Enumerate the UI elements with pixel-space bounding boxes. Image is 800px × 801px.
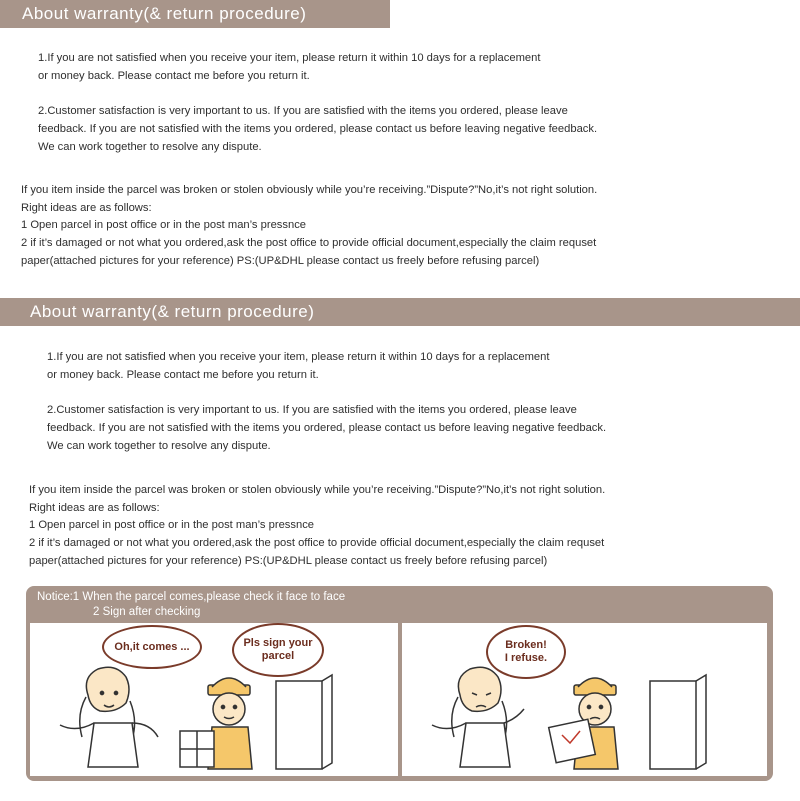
dispute-line-4: 2 if it’s damaged or not what you ordered,ask the post office to provide official document,especially the claim requset xyxy=(21,237,597,249)
dispute-line-1: If you item inside the parcel was broken or stolen obviously while you’re receiving.”Dispute?”No,it’s not right solution. xyxy=(21,184,598,196)
door-icon xyxy=(276,675,332,769)
return-point-1-line-1: 1.If you are not satisfied when you receive your item, please return it within 10 days for a replacement xyxy=(47,351,550,363)
section-title: About warranty(& return procedure) xyxy=(30,302,315,321)
woman-figure xyxy=(432,667,524,767)
return-point-2-line-1: 2.Customer satisfaction is very important to us. If you are satisfied with the items you ordered, please leave xyxy=(38,105,568,117)
return-point-1-line-2: or money back. Please contact me before you return it. xyxy=(38,70,310,82)
return-point-1-line-2: or money back. Please contact me before you return it. xyxy=(47,369,319,381)
dispute-line-2: Right ideas are as follows: xyxy=(29,502,160,514)
illustration-panel-right xyxy=(402,623,767,776)
refuse-scene-illustration xyxy=(402,623,767,776)
section-title: About warranty(& return procedure) xyxy=(22,4,307,23)
return-point-2-line-3: We can work together to resolve any dispute. xyxy=(47,440,271,452)
dispute-line-5: paper(attached pictures for your reference) PS:(UP&DHL please contact us freely before refusing parcel) xyxy=(21,255,540,267)
return-point-1-line-1: 1.If you are not satisfied when you receive your item, please return it within 10 days for a replacement xyxy=(38,52,541,64)
notice-line-2: 2 Sign after checking xyxy=(93,606,201,618)
woman-figure xyxy=(60,667,158,767)
section-title-banner xyxy=(0,298,800,326)
courier-speech-text-2: parcel xyxy=(261,650,295,662)
notice-line-1: Notice:1 When the parcel comes,please check it face to face xyxy=(37,591,346,603)
dispute-line-3: 1 Open parcel in post office or in the post man’s pressnce xyxy=(21,219,307,231)
warranty-section-2 xyxy=(0,298,800,578)
courier-speech-bubble xyxy=(232,623,324,677)
warranty-section-1 xyxy=(0,0,800,290)
courier-figure xyxy=(549,678,618,769)
refuse-speech-text-1: Broken! xyxy=(505,639,547,651)
delivery-scene-illustration xyxy=(30,623,398,776)
refuse-speech-text-2: I refuse. xyxy=(504,652,548,664)
woman-speech-text: Oh,it comes ... xyxy=(114,640,190,653)
woman-speech-bubble xyxy=(102,625,202,669)
return-point-2-line-3: We can work together to resolve any dispute. xyxy=(38,141,262,153)
return-point-2-line-1: 2.Customer satisfaction is very important to us. If you are satisfied with the items you ordered, please leave xyxy=(47,404,577,416)
illustration-panel-left xyxy=(30,623,398,776)
dispute-line-3: 1 Open parcel in post office or in the post man’s pressnce xyxy=(29,519,315,531)
dispute-line-4: 2 if it’s damaged or not what you ordered,ask the post office to provide official document,especially the claim requset xyxy=(29,537,605,549)
section-title-banner xyxy=(0,0,390,28)
courier-figure xyxy=(180,678,252,769)
return-point-2-line-2: feedback. If you are not satisfied with the items you ordered, please contact us before leaving negative feedback. xyxy=(38,123,598,135)
dispute-line-2: Right ideas are as follows: xyxy=(21,202,152,214)
return-point-2-line-2: feedback. If you are not satisfied with the items you ordered, please contact us before leaving negative feedback. xyxy=(47,422,607,434)
refuse-speech-bubble xyxy=(486,625,566,679)
door-icon xyxy=(650,675,706,769)
courier-speech-text-1: Pls sign your xyxy=(243,637,313,649)
dispute-line-1: If you item inside the parcel was broken or stolen obviously while you’re receiving.”Dispute?”No,it’s not right solution. xyxy=(29,484,606,496)
dispute-line-5: paper(attached pictures for your reference) PS:(UP&DHL please contact us freely before refusing parcel) xyxy=(29,555,548,567)
